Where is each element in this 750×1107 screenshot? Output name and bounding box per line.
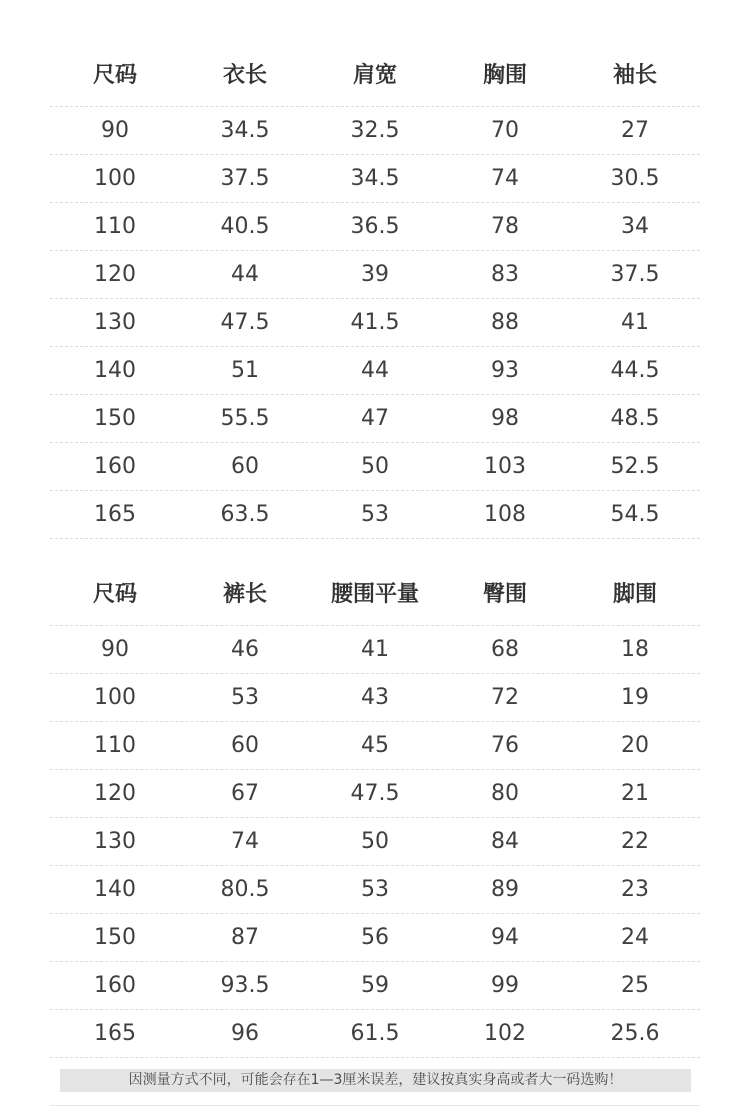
table-row: [50, 251, 700, 299]
table-cell: 130: [94, 310, 136, 335]
table-cell: 48.5: [610, 406, 660, 431]
table-cell: 100: [94, 685, 136, 710]
table-cell: 99: [491, 973, 519, 998]
table-cell: 34: [621, 214, 649, 239]
table-cell: 165: [94, 502, 136, 527]
table-row: [50, 962, 700, 1010]
table-cell: 37.5: [610, 262, 660, 287]
table-cell: 150: [94, 406, 136, 431]
table-cell: 54.5: [610, 502, 660, 527]
table-cell: 76: [491, 733, 519, 758]
table-cell: 50: [361, 829, 389, 854]
table-cell: 41: [621, 310, 649, 335]
table-row: [50, 626, 700, 674]
table-cell: 130: [94, 829, 136, 854]
table-cell: 140: [94, 358, 136, 383]
table-cell: 52.5: [610, 454, 660, 479]
table-header-row: [50, 40, 700, 107]
column-header: 袖长: [612, 62, 657, 88]
table-cell: 47.5: [220, 310, 270, 335]
table-cell: 25.6: [610, 1021, 660, 1046]
table-cell: 140: [94, 877, 136, 902]
table-cell: 41: [361, 637, 389, 662]
table-row: [50, 818, 700, 866]
table-cell: 74: [491, 166, 519, 191]
table-cell: 47.5: [350, 781, 400, 806]
table-cell: 90: [101, 118, 129, 143]
table-cell: 120: [94, 781, 136, 806]
table-row: [50, 347, 700, 395]
table-row: [50, 914, 700, 962]
column-header: 腰围平量: [330, 581, 419, 607]
table-cell: 53: [361, 502, 389, 527]
table-cell: 45: [361, 733, 389, 758]
table-cell: 72: [491, 685, 519, 710]
table-cell: 83: [491, 262, 519, 287]
table-row: [50, 155, 700, 203]
table-cell: 78: [491, 214, 519, 239]
table-header-row: [50, 559, 700, 626]
table-cell: 19: [621, 685, 649, 710]
table-cell: 40.5: [220, 214, 270, 239]
table-cell: 110: [94, 733, 136, 758]
table-cell: 39: [361, 262, 389, 287]
table-cell: 50: [361, 454, 389, 479]
table-cell: 36.5: [350, 214, 400, 239]
table-cell: 60: [231, 454, 259, 479]
table-cell: 68: [491, 637, 519, 662]
table-cell: 100: [94, 166, 136, 191]
table-cell: 67: [231, 781, 259, 806]
table-cell: 96: [231, 1021, 259, 1046]
pants-size-table: [50, 559, 700, 1058]
table-cell: 87: [231, 925, 259, 950]
table-cell: 120: [94, 262, 136, 287]
table-cell: 22: [621, 829, 649, 854]
table-row: [50, 1010, 700, 1058]
column-header: 臀围: [482, 581, 527, 607]
table-cell: 34.5: [220, 118, 270, 143]
table-cell: 88: [491, 310, 519, 335]
table-cell: 150: [94, 925, 136, 950]
table-cell: 43: [361, 685, 389, 710]
table-cell: 46: [231, 637, 259, 662]
table-row: [50, 491, 700, 539]
table-cell: 34.5: [350, 166, 400, 191]
table-cell: 23: [621, 877, 649, 902]
table-cell: 44: [231, 262, 259, 287]
table-cell: 90: [101, 637, 129, 662]
table-cell: 21: [621, 781, 649, 806]
table-cell: 89: [491, 877, 519, 902]
top-size-table: [50, 40, 700, 539]
table-cell: 59: [361, 973, 389, 998]
column-header: 脚围: [612, 581, 657, 607]
table-row: [50, 674, 700, 722]
table-cell: 24: [621, 925, 649, 950]
table-cell: 63.5: [220, 502, 270, 527]
table-row: [50, 722, 700, 770]
table-cell: 80: [491, 781, 519, 806]
table-cell: 98: [491, 406, 519, 431]
table-cell: 94: [491, 925, 519, 950]
column-header: 裤长: [222, 581, 267, 607]
table-row: [50, 866, 700, 914]
column-header: 尺码: [92, 62, 137, 88]
table-cell: 37.5: [220, 166, 270, 191]
table-cell: 60: [231, 733, 259, 758]
table-cell: 74: [231, 829, 259, 854]
table-cell: 20: [621, 733, 649, 758]
table-cell: 61.5: [350, 1021, 400, 1046]
table-cell: 30.5: [610, 166, 660, 191]
column-header: 肩宽: [352, 62, 397, 88]
table-cell: 102: [484, 1021, 526, 1046]
table-row: [50, 395, 700, 443]
table-row: [50, 299, 700, 347]
table-cell: 27: [621, 118, 649, 143]
column-header: 尺码: [92, 581, 137, 607]
table-cell: 108: [484, 502, 526, 527]
table-cell: 165: [94, 1021, 136, 1046]
table-cell: 103: [484, 454, 526, 479]
table-cell: 84: [491, 829, 519, 854]
table-row: [50, 203, 700, 251]
table-row: [50, 443, 700, 491]
table-cell: 160: [94, 973, 136, 998]
table-cell: 93.5: [220, 973, 270, 998]
table-cell: 47: [361, 406, 389, 431]
table-cell: 70: [491, 118, 519, 143]
table-cell: 44.5: [610, 358, 660, 383]
table-cell: 25: [621, 973, 649, 998]
table-cell: 56: [361, 925, 389, 950]
table-cell: 51: [231, 358, 259, 383]
table-cell: 93: [491, 358, 519, 383]
table-cell: 44: [361, 358, 389, 383]
table-cell: 41.5: [350, 310, 400, 335]
table-cell: 18: [621, 637, 649, 662]
measurement-note: 因测量方式不同，可能会存在1—3厘米误差，建议按真实身高或者大一码选购！: [60, 1069, 691, 1092]
table-cell: 53: [361, 877, 389, 902]
table-cell: 53: [231, 685, 259, 710]
table-cell: 80.5: [220, 877, 270, 902]
column-header: 衣长: [222, 62, 267, 88]
table-cell: 160: [94, 454, 136, 479]
table-row: [50, 107, 700, 155]
table-cell: 32.5: [350, 118, 400, 143]
table-row: [50, 770, 700, 818]
table-cell: 110: [94, 214, 136, 239]
table-cell: 55.5: [220, 406, 270, 431]
column-header: 胸围: [482, 62, 527, 88]
bottom-divider: [50, 1105, 700, 1106]
